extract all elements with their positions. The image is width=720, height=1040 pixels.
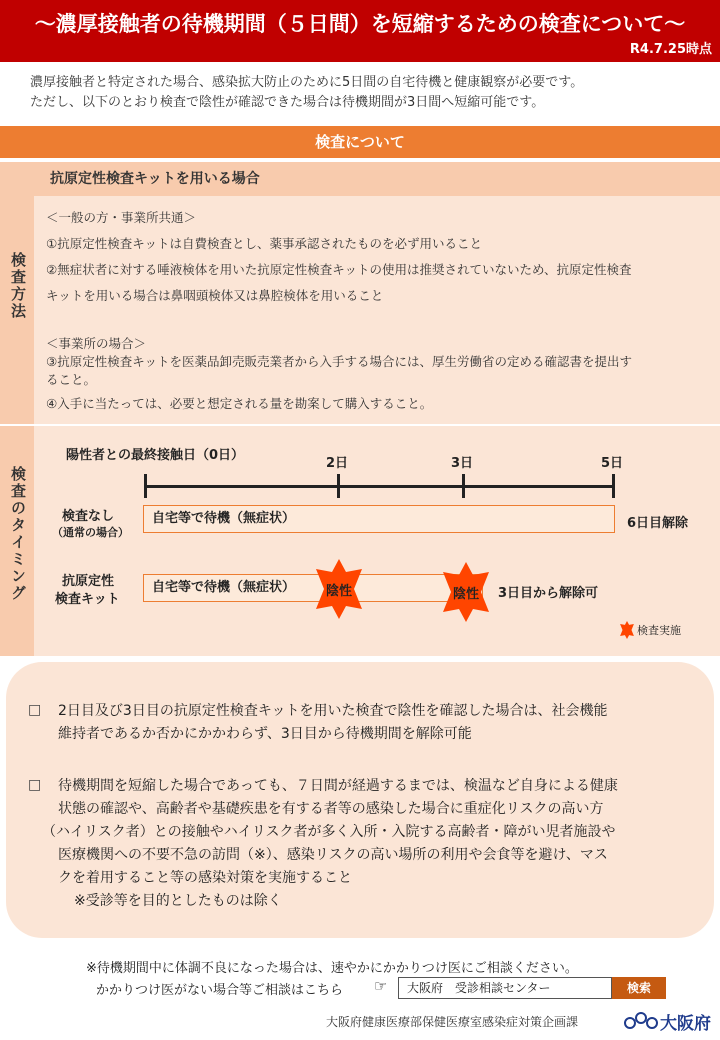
note-line: 待機期間を短縮した場合であっても、７日間が経過するまでは、検温など自身による健康	[58, 778, 618, 794]
note-line: 2日目及び3日目の抗原定性検査キットを用いた検査で陰性を確認した場合は、社会機能	[58, 703, 608, 719]
legend-star-icon	[619, 621, 635, 639]
intro-line: ただし、以下のとおり検査で陰性が確認できた場合は待機期間が3日間へ短縮可能です。	[30, 95, 545, 110]
method-line: キットを用いる場合は鼻咽頭検体又は鼻腔検体を用いること	[46, 288, 384, 303]
note-2	[42, 775, 618, 913]
row2-result: 3日目から解除可	[498, 586, 599, 601]
method-section	[0, 162, 720, 424]
row1-label: 検査なし	[62, 509, 115, 524]
osaka-logo-mark-icon	[624, 1011, 658, 1031]
negative-label: 陰性	[325, 584, 352, 599]
note-footnote: ※受診等を目的としたものは除く	[74, 893, 282, 909]
method-subhead: 抗原定性検査キットを用いる場合	[34, 162, 720, 196]
note-line: （ハイリスク者）との接触やハイリスク者が多く入所・入院する高齢者・障がい児者施設や	[42, 824, 616, 840]
row2-wait-bar: 自宅等で待機（無症状）	[143, 574, 483, 602]
negative-label: 陰性	[452, 587, 479, 602]
osaka-logo	[624, 1009, 716, 1033]
method-side-label	[0, 162, 34, 424]
row2-sublabel: 検査キット	[55, 592, 120, 607]
method-line: ＜事業所の場合＞	[46, 336, 147, 351]
date-label: R4.7.25時点	[629, 42, 712, 57]
tick-label-5: 5日	[601, 456, 624, 471]
legend-label: 検査実施	[637, 624, 681, 637]
note-line: 維持者であるか否かにかかわらず、3日目から待機期間を解除可能	[58, 726, 472, 742]
method-line: ①抗原定性検査キットは自費検査とし、薬事承認されたものを必ず用いること	[46, 236, 482, 251]
timeline-tick	[462, 474, 465, 498]
intro-line: 濃厚接触者と特定された場合、感染拡大防止のために5日間の自宅待機と健康観察が必要です。	[30, 75, 584, 90]
page-title: 〜濃厚接触者の待機期間（５日間）を短縮するための検査について〜	[34, 12, 686, 36]
checkbox-icon: □	[28, 702, 42, 718]
search-input[interactable]: 大阪府 受診相談センター	[398, 977, 612, 999]
header-banner	[0, 0, 720, 62]
negative-test-star	[316, 559, 362, 619]
footer-line-1: ※待機期間中に体調不良になった場合は、速やかにかかりつけ医にご相談ください。	[86, 961, 578, 976]
method-side-text: 検査方法	[9, 252, 27, 320]
row2-label: 抗原定性	[62, 574, 115, 589]
note-line: 医療機関への不要不急の訪問（※）、感染リスクの高い場所の利用や会食等を避け、マス	[58, 847, 608, 863]
negative-test-star	[443, 562, 489, 622]
method-line: ④入手に当たっては、必要と想定される量を勘案して購入すること。	[46, 396, 433, 411]
pointer-icon: ☞	[374, 977, 388, 995]
method-content	[34, 162, 720, 424]
credit-text: 大阪府健康医療部保健医療室感染症対策企画課	[326, 1015, 579, 1029]
search-button[interactable]: 検索	[612, 977, 666, 999]
last-contact-label: 陽性者との最終接触日（0日）	[66, 448, 245, 463]
note-1	[58, 700, 608, 746]
checkbox-icon: □	[28, 777, 42, 793]
timeline-tick	[337, 474, 340, 498]
timeline-tick	[144, 474, 147, 498]
section-title: 検査について	[0, 126, 720, 158]
method-line: ＜一般の方・事業所共通＞	[46, 210, 197, 225]
footer-line-2: かかりつけ医がない場合等ご相談はこちら	[96, 983, 344, 998]
timeline-tick	[612, 474, 615, 498]
method-line: ②無症状者に対する唾液検体を用いた抗原定性検査キットの使用は推奨されていないため、抗原定性検査	[46, 262, 632, 277]
row1-wait-bar: 自宅等で待機（無症状）	[143, 505, 615, 533]
row1-sublabel: （通常の場合）	[52, 526, 129, 539]
timing-side-label	[0, 426, 34, 656]
osaka-logo-name: 大阪府	[660, 1014, 711, 1034]
method-line: ること。	[46, 372, 97, 387]
timing-side-text: 検査のタイミング	[9, 466, 27, 602]
tick-label-2: 2日	[326, 456, 349, 471]
timeline-axis	[145, 485, 615, 488]
method-line: ③抗原定性検査キットを医薬品卸売販売業者から入手する場合には、厚生労働省の定める確認書を提出す	[46, 354, 632, 369]
tick-label-3: 3日	[451, 456, 474, 471]
note-line: 状態の確認や、高齢者や基礎疾患を有する者等の感染した場合に重症化リスクの高い方	[58, 801, 604, 817]
note-line: クを着用すること等の感染対策を実施すること	[58, 870, 352, 886]
intro-text	[30, 73, 700, 113]
row1-result: 6日目解除	[627, 516, 689, 531]
